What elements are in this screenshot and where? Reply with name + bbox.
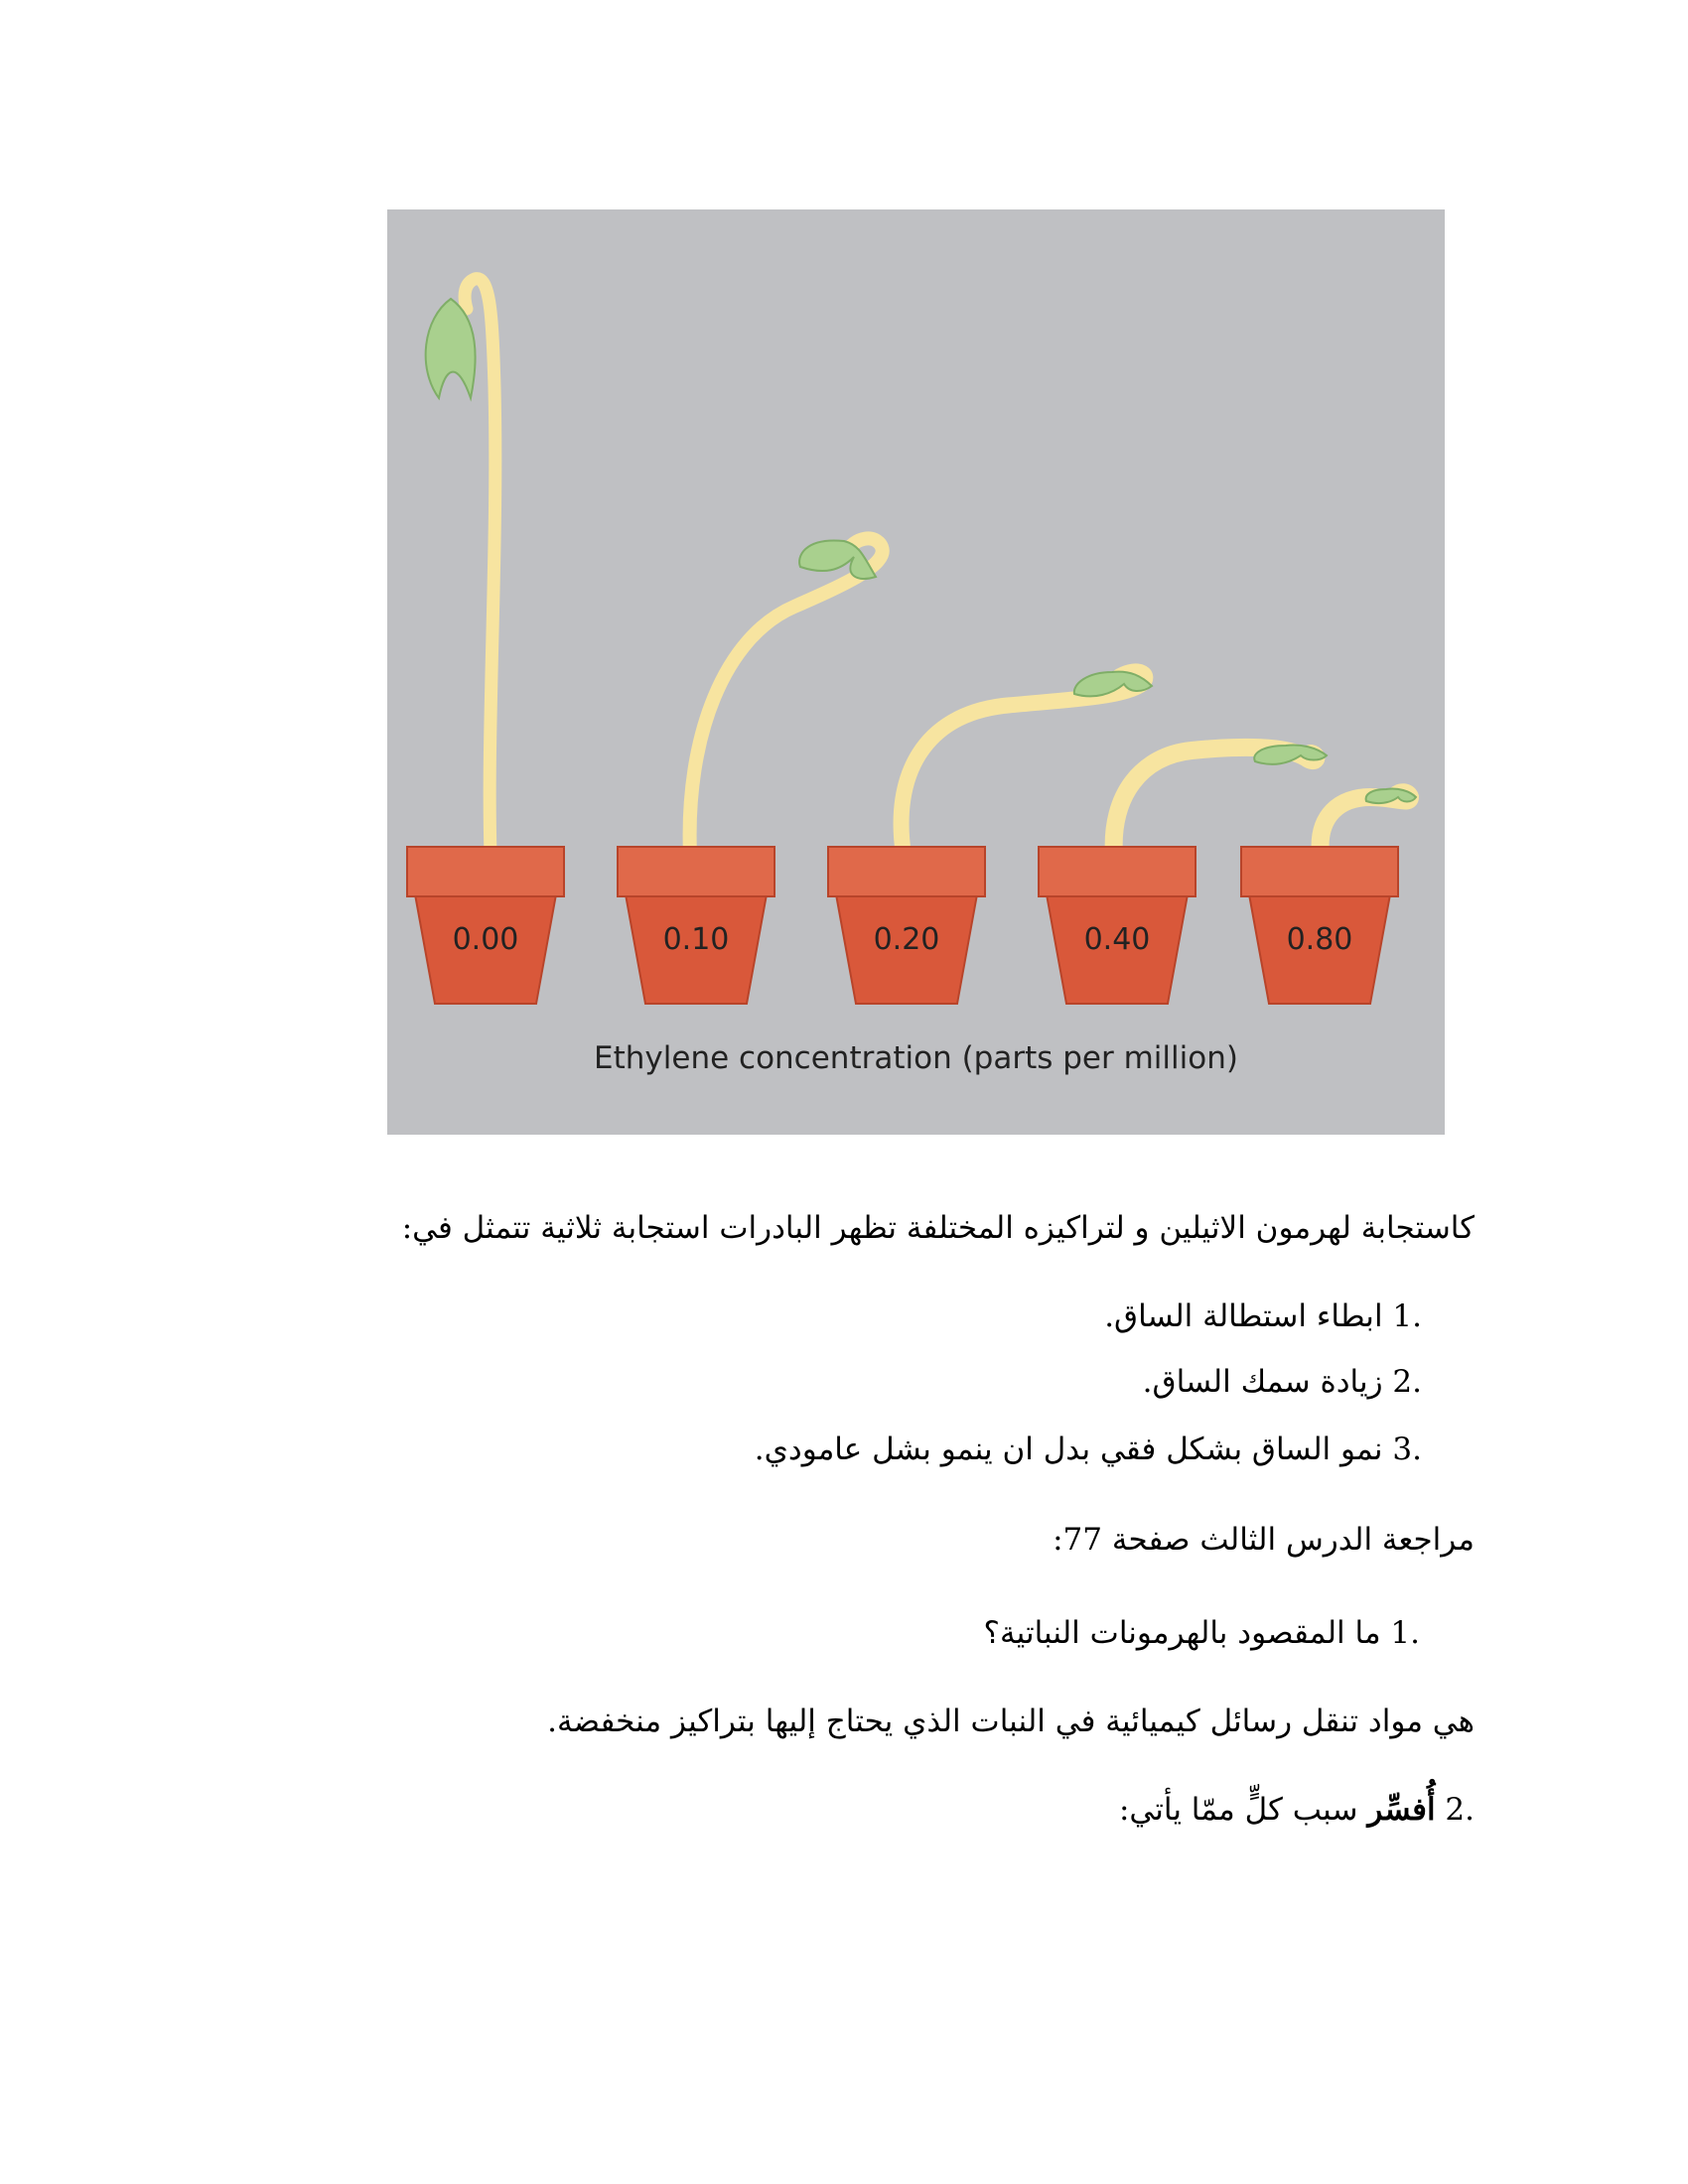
response-item-3 — [755, 1430, 1422, 1469]
answer-1: هي مواد تنقل رسائل كيميائية في النبات الذي يحتاج إليها بتراكيز منخفضة. — [547, 1704, 1475, 1739]
review-heading: مراجعة الدرس الثالث صفحة 77: — [1053, 1522, 1475, 1558]
response-number-2: 2. — [1392, 1364, 1422, 1400]
question-number-1: 1. — [1390, 1615, 1420, 1651]
question-2 — [1119, 1790, 1475, 1830]
response-item-1 — [1104, 1297, 1422, 1336]
ethylene-seedlings-figure — [387, 209, 1445, 1135]
stems — [465, 279, 1410, 855]
pot-label-0: 0.00 — [452, 922, 519, 957]
response-text-3: نمو الساق بشكل فقي بدل ان ينمو بشل عامودي. — [754, 1432, 1383, 1467]
stem-1 — [690, 538, 883, 855]
response-item-2 — [1143, 1362, 1422, 1402]
leaves — [426, 299, 1416, 803]
response-number-3: 3. — [1392, 1432, 1422, 1467]
intro-paragraph: كاستجابة لهرمون الاثيلين و لتراكيزه المختلفة تظهر البادرات استجابة ثلاثية تتمثل في: — [401, 1210, 1475, 1246]
pot-label-2: 0.20 — [873, 922, 940, 957]
question-text-2: سبب كلٍّ ممّا يأتي: — [1118, 1792, 1368, 1828]
figure-caption: Ethylene concentration (parts per million) — [594, 1040, 1238, 1076]
question-text-1: ما المقصود بالهرمونات النباتية؟ — [983, 1615, 1381, 1651]
leaf-1 — [799, 540, 876, 578]
question-1 — [984, 1613, 1420, 1653]
response-number-1: 1. — [1392, 1298, 1422, 1334]
question-verb-2: أُفسِّر — [1367, 1792, 1436, 1828]
question-number-2: 2. — [1445, 1792, 1475, 1828]
pot-label-4: 0.80 — [1286, 922, 1353, 957]
response-text-2: زيادة سمك الساق. — [1142, 1364, 1383, 1400]
pot-label-1: 0.10 — [662, 922, 730, 957]
stem-4 — [1321, 792, 1410, 855]
pot-label-3: 0.40 — [1083, 922, 1151, 957]
seedlings-illustration — [387, 209, 1445, 1135]
response-text-1: ابطاء استطالة الساق. — [1104, 1298, 1383, 1334]
